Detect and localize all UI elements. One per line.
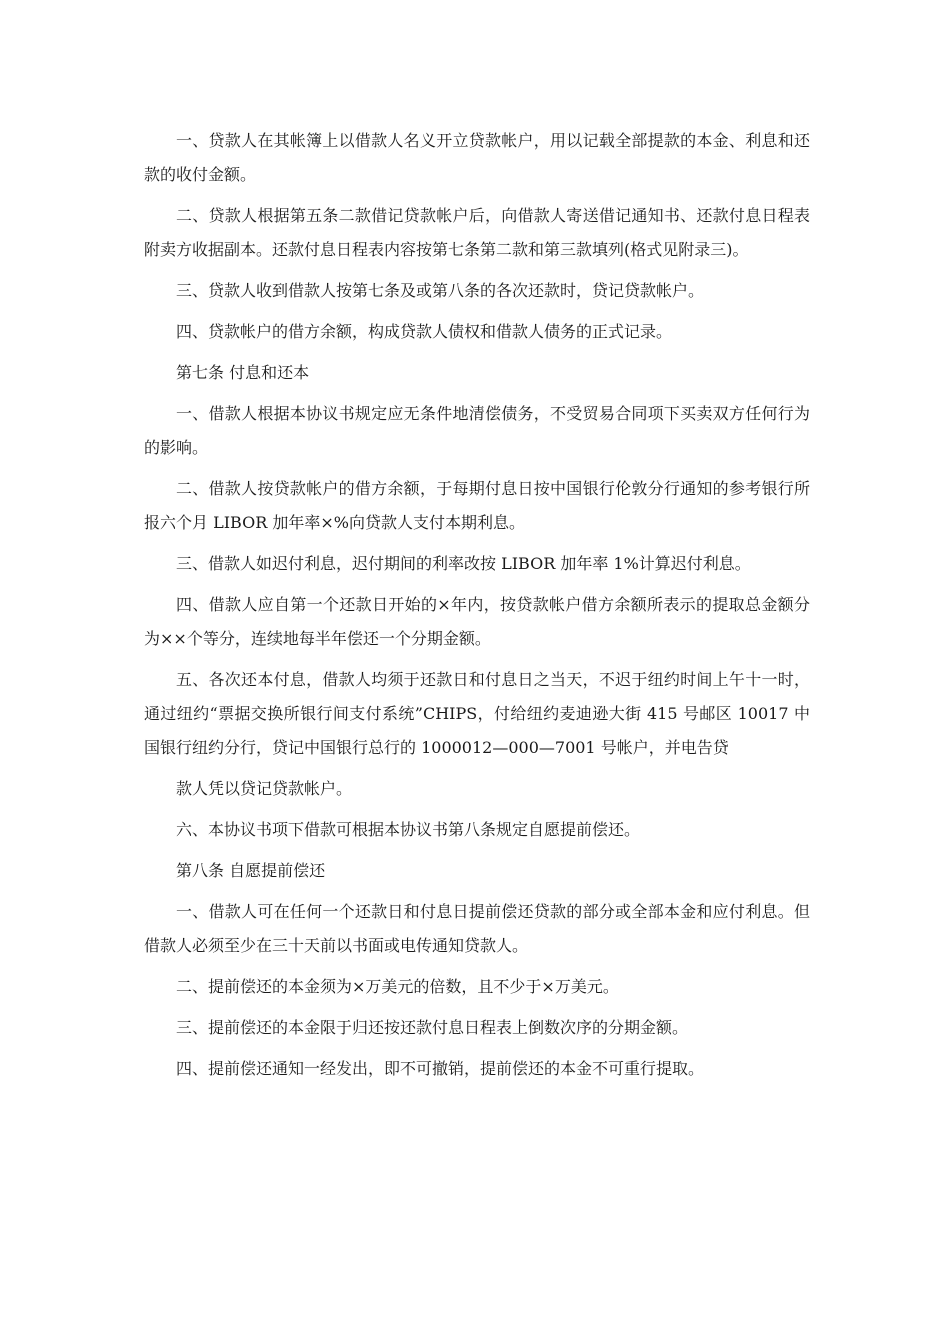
- paragraph: 六、本协议书项下借款可根据本协议书第八条规定自愿提前偿还。: [176, 820, 641, 839]
- paragraph: 四、提前偿还通知一经发出，即不可撤销，提前偿还的本金不可重行提取。: [176, 1059, 705, 1078]
- paragraph: 三、提前偿还的本金限于归还按还款付息日程表上倒数次序的分期金额。: [176, 1018, 689, 1037]
- paragraph: 二、借款人按贷款帐户的借方余额，于每期付息日按中国银行伦敦分行通知的参考银行所报六个月 LIBOR 加年率×%向贷款人支付本期利息。: [144, 479, 810, 532]
- paragraph: 一、借款人根据本协议书规定应无条件地清偿债务，不受贸易合同项下买卖双方任何行为的影响。: [144, 404, 810, 457]
- paragraph: 二、提前偿还的本金须为×万美元的倍数，且不少于×万美元。: [176, 977, 619, 996]
- document-body: [144, 124, 810, 1093]
- paragraph: 五、各次还本付息，借款人均须于还款日和付息日之当天，不迟于纽约时间上午十一时，通过纽约“票据交换所银行间支付系统”CHIPS，付给纽约麦迪逊大街 415 号邮区 10017 中国银行纽约分行，贷记中国银行总行的 1000012—000—7001 号帐户，并电告贷: [144, 670, 810, 757]
- paragraph-continuation: 款人凭以贷记贷款帐户。: [176, 779, 353, 798]
- section-heading-article-7: 第七条 付息和还本: [176, 363, 310, 382]
- paragraph: 四、贷款帐户的借方余额，构成贷款人债权和借款人债务的正式记录。: [176, 322, 673, 341]
- paragraph: 三、贷款人收到借款人按第七条及或第八条的各次还款时，贷记贷款帐户。: [176, 281, 705, 300]
- section-heading-article-8: 第八条 自愿提前偿还: [176, 861, 326, 880]
- paragraph: 二、贷款人根据第五条二款借记贷款帐户后，向借款人寄送借记通知书、还款付息日程表附卖方收据副本。还款付息日程表内容按第七条第二款和第三款填列(格式见附录三)。: [144, 206, 810, 259]
- paragraph: 一、贷款人在其帐簿上以借款人名义开立贷款帐户，用以记载全部提款的本金、利息和还款的收付金额。: [144, 131, 810, 184]
- paragraph: 三、借款人如迟付利息，迟付期间的利率改按 LIBOR 加年率 1%计算迟付利息。: [176, 554, 751, 573]
- paragraph: 一、借款人可在任何一个还款日和付息日提前偿还贷款的部分或全部本金和应付利息。但借款人必须至少在三十天前以书面或电传通知贷款人。: [144, 902, 810, 955]
- paragraph: 四、借款人应自第一个还款日开始的×年内，按贷款帐户借方余额所表示的提取总金额分为××个等分，连续地每半年偿还一个分期金额。: [144, 595, 810, 648]
